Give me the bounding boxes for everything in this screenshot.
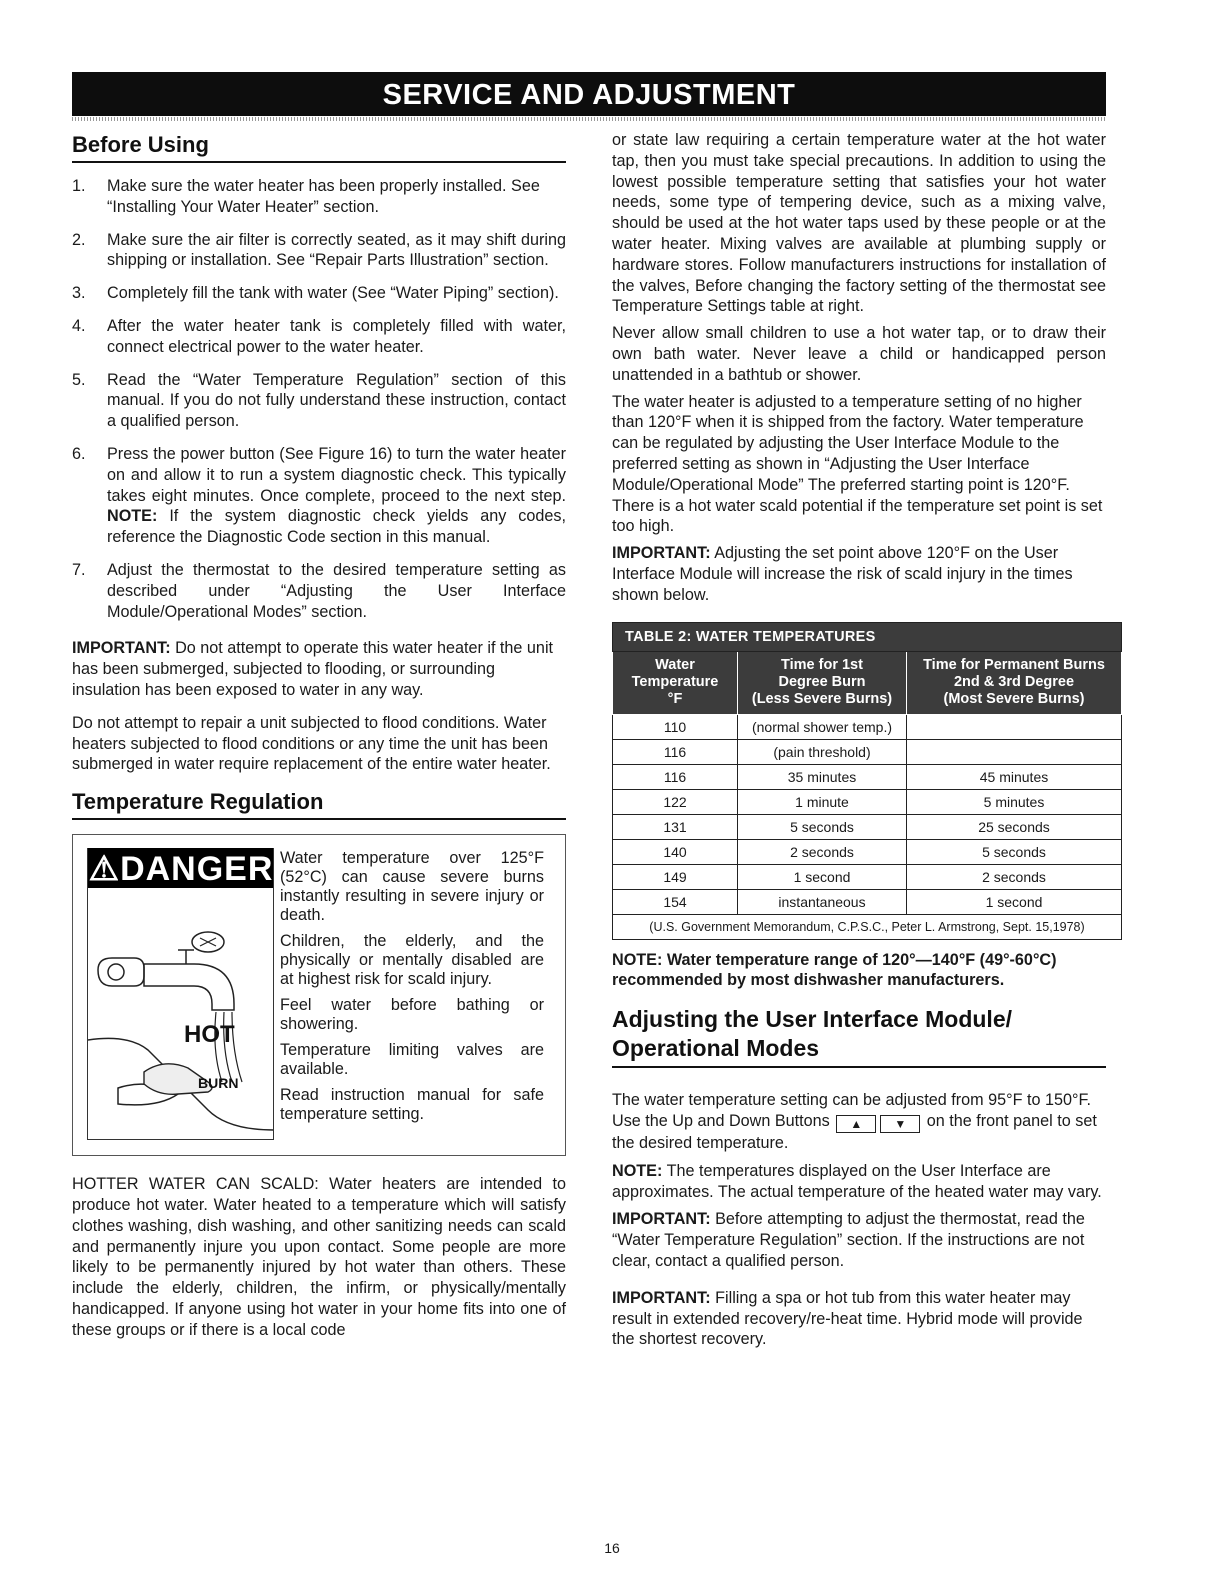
hot-water-faucet-icon — [88, 892, 274, 1138]
banner-dotted-rule — [72, 117, 1106, 121]
section-banner: SERVICE AND ADJUSTMENT — [72, 72, 1106, 116]
adjusting-note-paragraph — [612, 1161, 1106, 1203]
step-number: 5. — [72, 370, 86, 389]
down-button-icon: ▼ — [880, 1115, 920, 1133]
table-caption-row — [613, 622, 1122, 651]
danger-paragraph: Water temperature over 125°F (52°C) can cause severe burns instantly resulting in severe injury or death. — [280, 849, 544, 925]
dishwasher-note: NOTE: Water temperature range of 120°—140°F (49°-60°C) recommended by most dishwasher manufacturers. — [612, 950, 1057, 990]
table-row: 149 1 second 2 seconds — [613, 864, 1122, 889]
list-item — [72, 560, 566, 622]
table-row: 110 (normal shower temp.) — [613, 714, 1122, 739]
step-number: 3. — [72, 284, 86, 303]
adjusting-important-paragraph — [612, 1209, 1106, 1271]
danger-paragraph: Temperature limiting valves are available. — [280, 1041, 544, 1079]
step-text: Completely fill the tank with water (See “Water Piping” section). — [107, 284, 559, 303]
danger-paragraph: Children, the elderly, and the physically or mentally disabled are at highest risk for scald injury. — [280, 932, 544, 989]
danger-divider — [273, 848, 274, 1139]
important-text: Adjusting the set point above 120°F on the User Interface Module will increase the risk of scald injury in the times shown below. — [612, 544, 1073, 604]
important-text: Filling a spa or hot tub from this water heater may result in extended recovery/re-heat time. Hybrid mode will provide the shortest recovery. — [612, 1288, 1083, 1349]
danger-text-panel — [280, 849, 544, 1131]
step-number: 6. — [72, 444, 86, 463]
important-flooding-paragraph — [72, 638, 566, 700]
table-row: 122 1 minute 5 minutes — [613, 789, 1122, 814]
danger-label — [88, 848, 274, 888]
note-text: The temperatures displayed on the User Interface are approximates. The actual temperature of the heated water may vary. — [612, 1161, 1102, 1201]
danger-paragraph: Feel water before bathing or showering. — [280, 996, 544, 1034]
table-row: 116 (pain threshold) — [613, 739, 1122, 764]
before-using-steps — [72, 176, 566, 622]
table-header-row — [613, 651, 1122, 714]
flood-paragraph: Do not attempt to repair a unit subjected to flood conditions. Water heaters subjected to flood conditions or any time the unit has been submerged in water require replacement of the entire water heater. — [72, 713, 551, 774]
adjusting-intro-paragraph — [612, 1090, 1106, 1154]
burn-text: BURN — [198, 1075, 239, 1092]
danger-graphic-panel — [87, 848, 274, 1140]
important-setpoint-paragraph — [612, 543, 1106, 605]
adjusting-heading — [612, 1005, 1106, 1068]
important-label: IMPORTANT: — [72, 639, 171, 658]
water-temperatures-table — [612, 622, 1122, 940]
step-text: Press the power button (See Figure 16) to turn the water heater on and allow it to run a system diagnostic check. This typically takes eight minutes. Once complete, proceed to the next step. — [107, 444, 566, 505]
step-text: After the water heater tank is completely filled with water, connect electrical power to the water heater. — [107, 316, 566, 356]
children-paragraph: Never allow small children to use a hot water tap, or to draw their own bath water. Never leave a child or handicapped person unattended in a bathtub or shower. — [612, 324, 1106, 384]
intro-text-end: on the front panel to set the desired temperature. — [612, 1111, 1097, 1152]
step-text: Adjust the thermostat to the desired temperature setting as described under “Adjusting the User Interface Module/Operational Modes” section. — [107, 560, 566, 621]
column-header-first-degree: Time for 1st Degree Burn (Less Severe Burns) — [738, 651, 907, 714]
list-item — [72, 230, 566, 272]
table-row: 154 instantaneous 1 second — [613, 889, 1122, 914]
danger-warning-box — [72, 834, 566, 1156]
hot-text: HOT — [184, 1021, 235, 1049]
before-using-heading: Before Using — [72, 132, 566, 163]
up-button-icon: ▲ — [836, 1115, 876, 1133]
list-item — [72, 370, 566, 432]
factory-setting-paragraph: The water heater is adjusted to a temperature setting of no higher than 120°F when it is shipped from the factory. Water temperature can be regulated by adjusting the User Interface Module to the preferred setting as shown in “Adjusting the User Interface Module/Operational Mode” The preferred starting point is 120°F. There is a hot water scald potential if the temperature set point is set too high. — [612, 392, 1103, 536]
step-number: 7. — [72, 560, 86, 579]
danger-label-text: DANGER — [120, 850, 274, 889]
temperature-regulation-heading: Temperature Regulation — [72, 789, 566, 820]
intro-text: The water temperature setting can be adjusted from 95°F to 150°F. Use the Up and Down Buttons — [612, 1091, 1092, 1130]
important-label: IMPORTANT: — [612, 1288, 711, 1307]
table-title: TABLE 2: WATER TEMPERATURES — [613, 622, 1122, 651]
list-item — [72, 316, 566, 358]
column-header-permanent-burns: Time for Permanent Burns 2nd & 3rd Degree (Most Severe Burns) — [907, 651, 1122, 714]
important-label: IMPORTANT: — [612, 1210, 711, 1229]
hotter-water-scald-paragraph: HOTTER WATER CAN SCALD: Water heaters are intended to produce hot water. Water heated to a temperature which will satisfy clothes washing, dish washing, and other sanitizing needs can scald and permanently injure you upon contact. Some people are more likely to be permanently injured by hot water than others. These include the elderly, children, the infirm, or physically/mentally handicapped. If anyone using hot water in your home fits into one of these groups or if there is a local code — [72, 1175, 566, 1339]
step-number: 1. — [72, 177, 86, 195]
adjusting-heading-line1: Adjusting the User Interface Module/ — [612, 1006, 1012, 1033]
step-text: Make sure the water heater has been properly installed. See “Installing Your Water Heater” section. — [107, 177, 540, 216]
table-source: (U.S. Government Memorandum, C.P.S.C., Peter L. Armstrong, Sept. 15,1978) — [613, 914, 1122, 939]
continuation-paragraph: or state law requiring a certain temperature water at the hot water tap, then you must take special precautions. In addition to using the lowest possible temperature setting that satisfies your hot water needs, some type of tempering device, such as a mixing valve, should be used at the hot water taps used by these people or at the water heater. Mixing valves are available at plumbing supply or hardware stores. Follow manufacturers instructions for installation of the valves, Before changing the factory setting of the thermostat see Temperature Settings table at right. — [612, 131, 1106, 316]
left-column — [72, 122, 566, 1341]
page-number: 16 — [604, 1540, 620, 1556]
step-text: Read the “Water Temperature Regulation” section of this manual. If you do not fully understand these instruction, contact a qualified person. — [107, 370, 566, 431]
important-text: Before attempting to adjust the thermostat, read the “Water Temperature Regulation” section. If the instructions are not clear, contact a qualified person. — [612, 1210, 1085, 1270]
important-text: Do not attempt to operate this water heater if the unit has been submerged, subjected to flooding, or surrounding insulation has been exposed to water in any way. — [72, 639, 554, 699]
note-label: NOTE: — [107, 507, 158, 526]
spa-important-paragraph — [612, 1288, 1106, 1350]
table-row: 131 5 seconds 25 seconds — [613, 814, 1122, 839]
table-source-row — [613, 914, 1122, 939]
table-row: 140 2 seconds 5 seconds — [613, 839, 1122, 864]
right-column — [612, 122, 1106, 1350]
list-item — [72, 283, 566, 304]
adjusting-heading-line2: Operational Modes — [612, 1035, 820, 1062]
list-item — [72, 444, 566, 548]
note-text: If the system diagnostic check yields any codes, reference the Diagnostic Code section in this manual. — [107, 507, 567, 547]
table-row: 116 35 minutes 45 minutes — [613, 764, 1122, 789]
step-number: 4. — [72, 316, 86, 335]
important-label: IMPORTANT: — [612, 544, 711, 563]
step-text: Make sure the air filter is correctly seated, as it may shift during shipping or installation. See “Repair Parts Illustration” section. — [107, 230, 566, 270]
column-header-temperature: Water Temperature °F — [613, 651, 738, 714]
warning-triangle-icon: ⚠ — [88, 850, 121, 889]
note-label: NOTE: — [612, 1161, 663, 1180]
danger-paragraph: Read instruction manual for safe temperature setting. — [280, 1086, 544, 1124]
list-item — [72, 176, 566, 218]
step-number: 2. — [72, 230, 86, 249]
